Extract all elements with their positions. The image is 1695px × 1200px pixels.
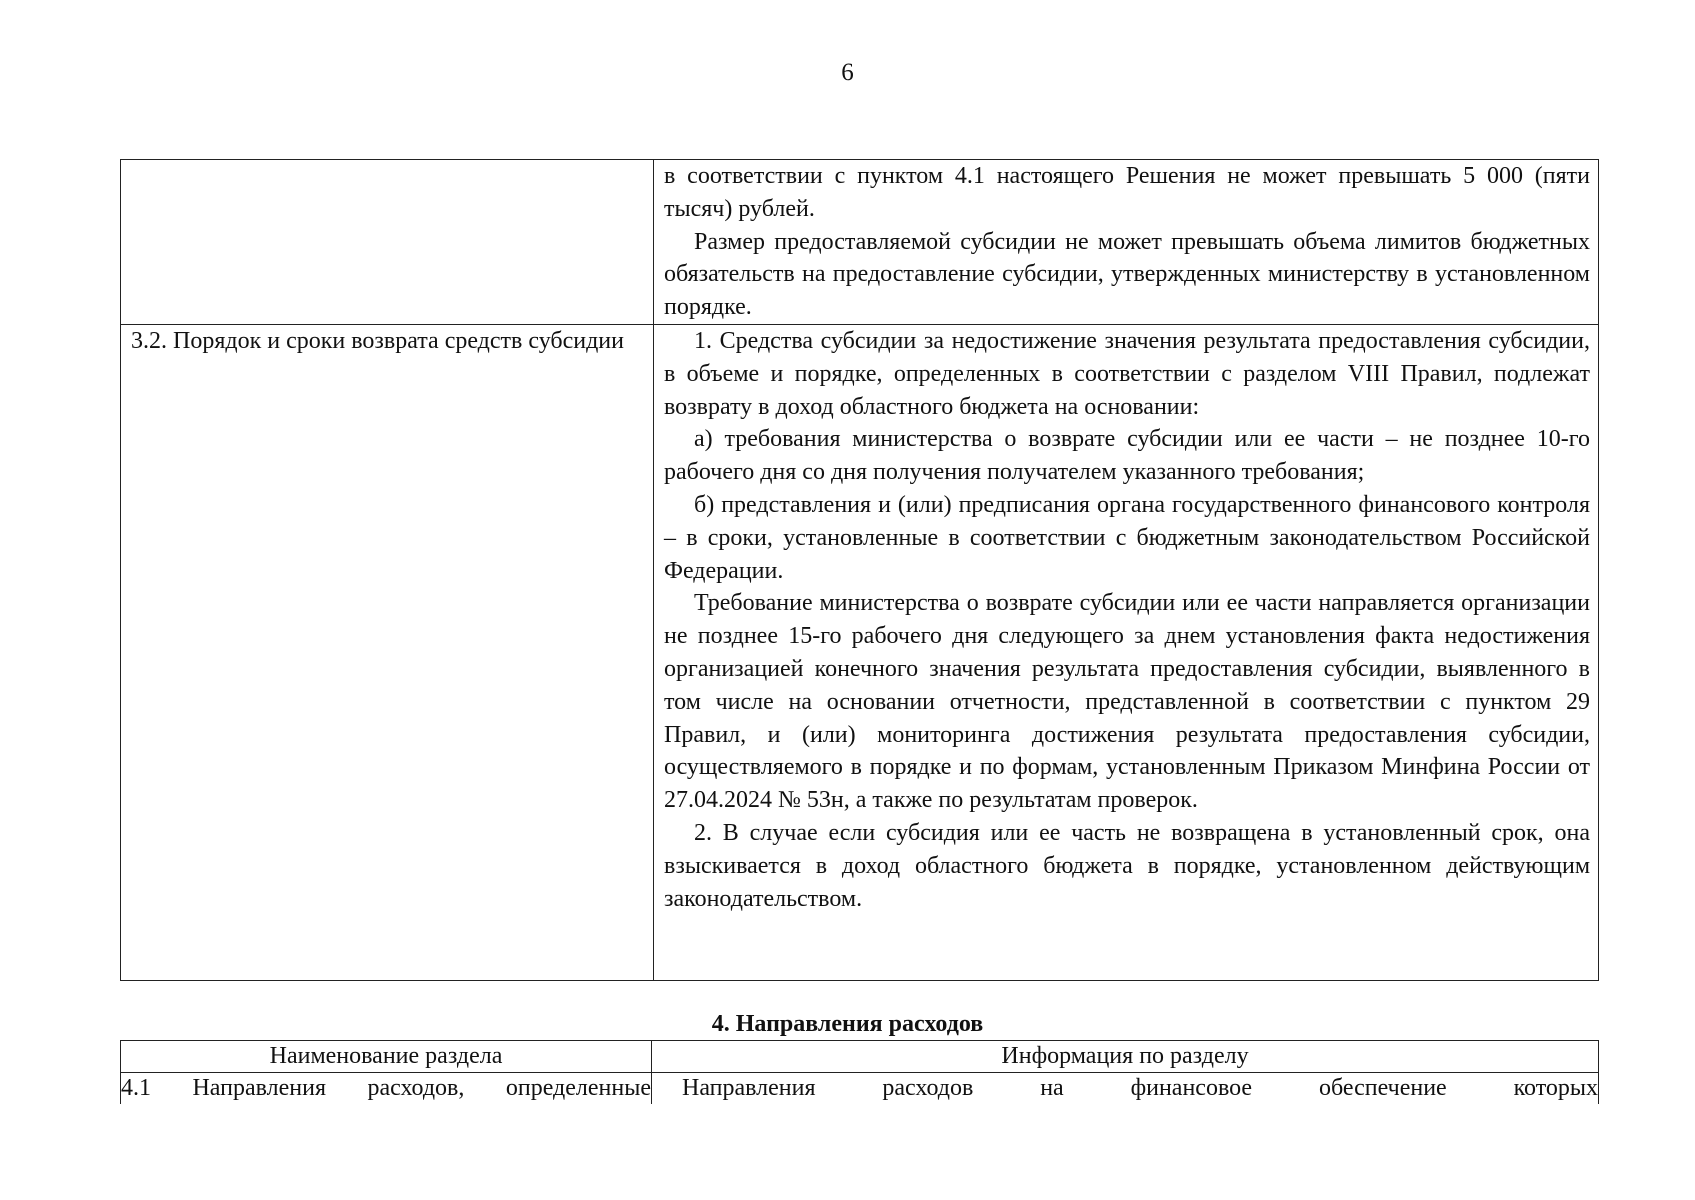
table-row xyxy=(121,324,1599,980)
paragraph: 1. Средства субсидии за недостижение значения результата предоставления субсидии, в объеме и порядке, определенных в соответствии с разделом VIII Правил, подлежат возврату в доход областного бюджета на основании: xyxy=(664,327,1590,420)
section-title: 4. Направления расходов xyxy=(711,1011,984,1037)
row-label: 3.2. Порядок и сроки возврата средств субсидии xyxy=(131,327,624,354)
paragraph: а) требования министерства о возврате субсидии или ее части – не позднее 10-го рабочего дня со дня получения получателем указанного требования; xyxy=(664,426,1590,486)
table-row xyxy=(121,1073,1599,1105)
paragraph: б) представления и (или) предписания органа государственного финансового контроля – в сроки, установленные в соответствии с бюджетным законодательством Российской Федерации. xyxy=(664,491,1590,584)
paragraph: Требование министерства о возврате субсидии или ее части направляется организации не позднее 15-го рабочего дня следующего за днем установления факта недостижения организацией конечного значения результата предоставления субсидии, выявленного в том числе на основании отчетности, представленной в соответствии с пунктом 29 Правил, и (или) мониторинга достижения результата предоставления субсидии, осуществляемого в порядке и по формам, установленным Приказом Минфина России от 27.04.2024 № 53н, а также по результатам проверок. xyxy=(664,590,1590,814)
row-label-cell xyxy=(121,324,654,980)
row-content-cell xyxy=(654,160,1599,325)
paragraph: 2. В случае если субсидия или ее часть не возвращена в установленный срок, она взыскивается в доход областного бюджета в порядке, установленном действующим законодательством. xyxy=(664,819,1590,912)
paragraph: в соответствии с пунктом 4.1 настоящего Решения не может превышать 5 000 (пяти тысяч) рублей. xyxy=(664,163,1590,222)
column-header: Наименование раздела xyxy=(121,1041,652,1073)
row-content-cell xyxy=(654,324,1599,980)
column-header: Информация по разделу xyxy=(652,1041,1599,1073)
paragraph: Размер предоставляемой субсидии не может превышать объема лимитов бюджетных обязательств на предоставление субсидии, утвержденных министерству в установленном порядке. xyxy=(664,228,1590,321)
table-header-row xyxy=(121,1041,1599,1073)
conditions-table xyxy=(120,159,1599,981)
table-row xyxy=(121,160,1599,325)
expenses-table xyxy=(120,1040,1599,1104)
row-label-cell xyxy=(121,160,654,325)
row-content-cell: Направления расходов на финансовое обеспечение которых xyxy=(652,1073,1599,1105)
row-label-cell: 4.1 Направления расходов, определенные xyxy=(121,1073,652,1105)
page-number: 6 xyxy=(841,59,854,86)
